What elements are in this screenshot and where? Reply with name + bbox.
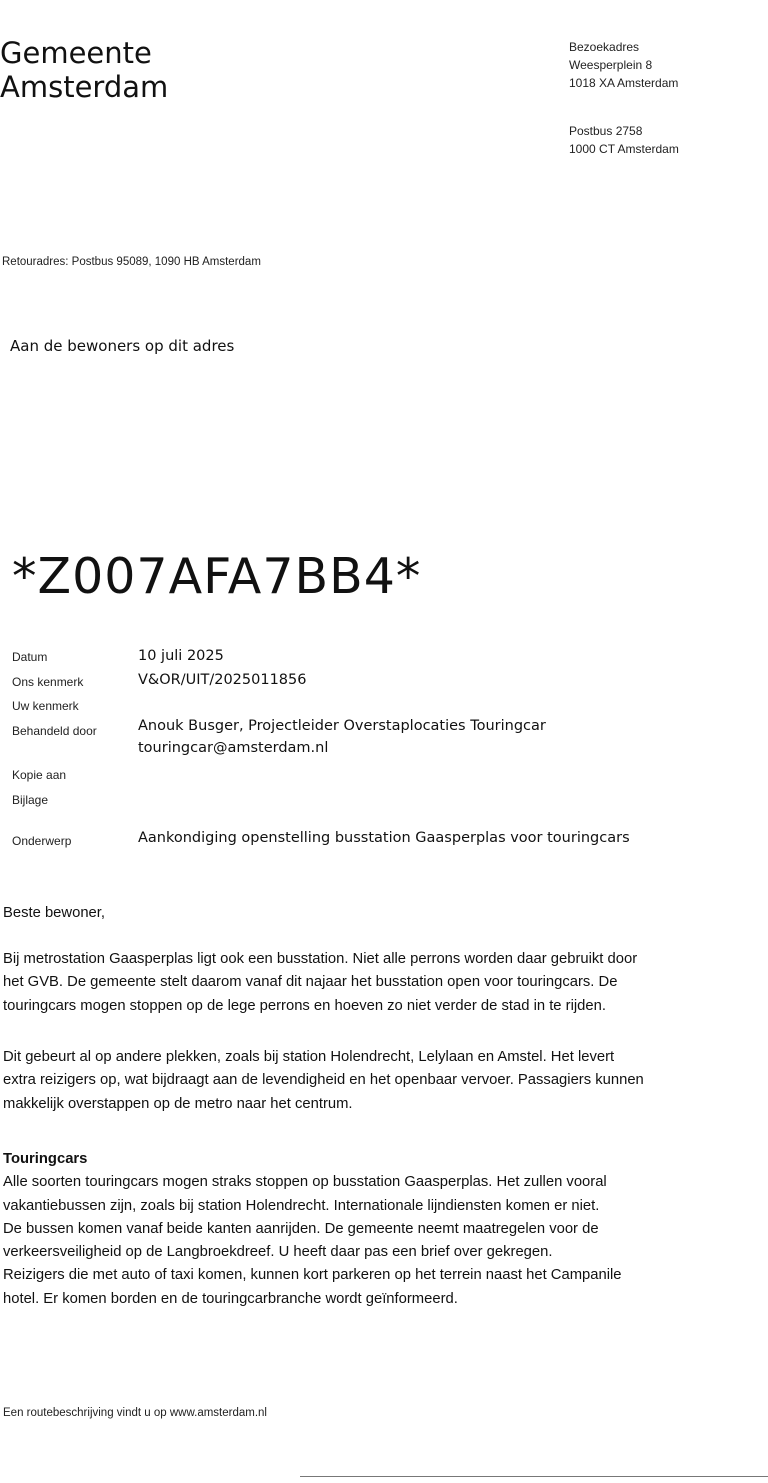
paragraph-3-line-5: Reizigers die met auto of taxi komen, kunnen kort parkeren op het terrein naast het Campanile [3, 1267, 622, 1284]
paragraph-3-line-4: verkeersveiligheid op de Langbroekdreef. U heeft daar pas een brief over gekregen. [3, 1244, 553, 1261]
kopie-aan-label: Kopie aan [12, 768, 67, 782]
behandeld-door-email[interactable]: touringcar@amsterdam.nl [138, 740, 329, 756]
paragraph-3-line-3: De bussen komen vanaf beide kanten aanrijden. De gemeente neemt maatregelen voor de [3, 1220, 599, 1237]
paragraph-2 [3, 1046, 765, 1116]
paragraph-1-line-3: touringcars mogen stoppen op de lege perrons en hoeven zo niet verder de stad in te rijden. [3, 997, 606, 1014]
paragraph-1 [3, 948, 765, 1018]
paragraph-3-line-1: Alle soorten touringcars mogen straks stoppen op busstation Gaasperplas. Het zullen vooral [3, 1174, 607, 1191]
behandeld-door-label: Behandeld door [12, 724, 97, 738]
return-address: Retouradres: Postbus 95089, 1090 HB Amsterdam [2, 256, 261, 268]
paragraph-2-line-3: makkelijk overstappen op de metro naar het centrum. [3, 1095, 353, 1112]
footer-note: Een routebeschrijving vindt u op www.amsterdam.nl [3, 1407, 267, 1419]
paragraph-3-line-2: vakantiebussen zijn, zoals bij station Holendrecht. Internationale lijndiensten komen er niet. [3, 1197, 600, 1214]
recipient: Aan de bewoners op dit adres [10, 337, 235, 355]
paragraph-2-line-1: Dit gebeurt al op andere plekken, zoals bij station Holendrecht, Lelylaan en Amstel. Het levert [3, 1049, 615, 1065]
paragraph-1-line-2: het GVB. De gemeente stelt daarom vanaf dit najaar het busstation open voor touringcars. De [3, 974, 618, 991]
postal-address-block [569, 122, 679, 158]
salutation-text: Beste bewoner, [3, 905, 106, 921]
bijlage-label: Bijlage [12, 793, 49, 807]
visit-city: 1018 XA Amsterdam [569, 76, 679, 90]
uw-kenmerk-label: Uw kenmerk [12, 699, 79, 713]
touringcars-section [3, 1148, 765, 1311]
behandeld-door-value: Anouk Busger, Projectleider Overstaplocaties Touringcar [138, 718, 546, 734]
visit-street: Weesperplein 8 [569, 58, 653, 72]
section-heading: Touringcars [3, 1151, 88, 1167]
barcode-text: *Z007AFA7BB4* [12, 548, 422, 605]
paragraph-2-line-2: extra reizigers op, wat bijdraagt aan de levendigheid en het openbaar vervoer. Passagiers kunnen [3, 1072, 644, 1089]
paragraph-3-line-6: hotel. Er komen borden en de touringcarbranche wordt geïnformeerd. [3, 1290, 458, 1307]
logo-line-2: Amsterdam [0, 70, 169, 104]
salutation [3, 902, 765, 925]
ons-kenmerk-value: V&OR/UIT/2025011856 [138, 672, 307, 688]
visit-address-block [569, 38, 678, 92]
logo-line-1: Gemeente [0, 36, 152, 70]
visit-address-label: Bezoekadres [569, 40, 640, 54]
postbus: Postbus 2758 [569, 124, 643, 138]
municipality-logo [0, 36, 168, 104]
paragraph-1-line-1: Bij metrostation Gaasperplas ligt ook een busstation. Niet alle perrons worden daar gebruikt door [3, 951, 638, 967]
page-edge-divider [300, 1476, 768, 1477]
postbus-city: 1000 CT Amsterdam [569, 142, 679, 156]
datum-label: Datum [12, 650, 48, 664]
ons-kenmerk-label: Ons kenmerk [12, 675, 84, 689]
onderwerp-label: Onderwerp [12, 834, 72, 848]
onderwerp-value: Aankondiging openstelling busstation Gaasperplas voor touringcars [138, 830, 630, 846]
datum-value: 10 juli 2025 [138, 648, 224, 664]
